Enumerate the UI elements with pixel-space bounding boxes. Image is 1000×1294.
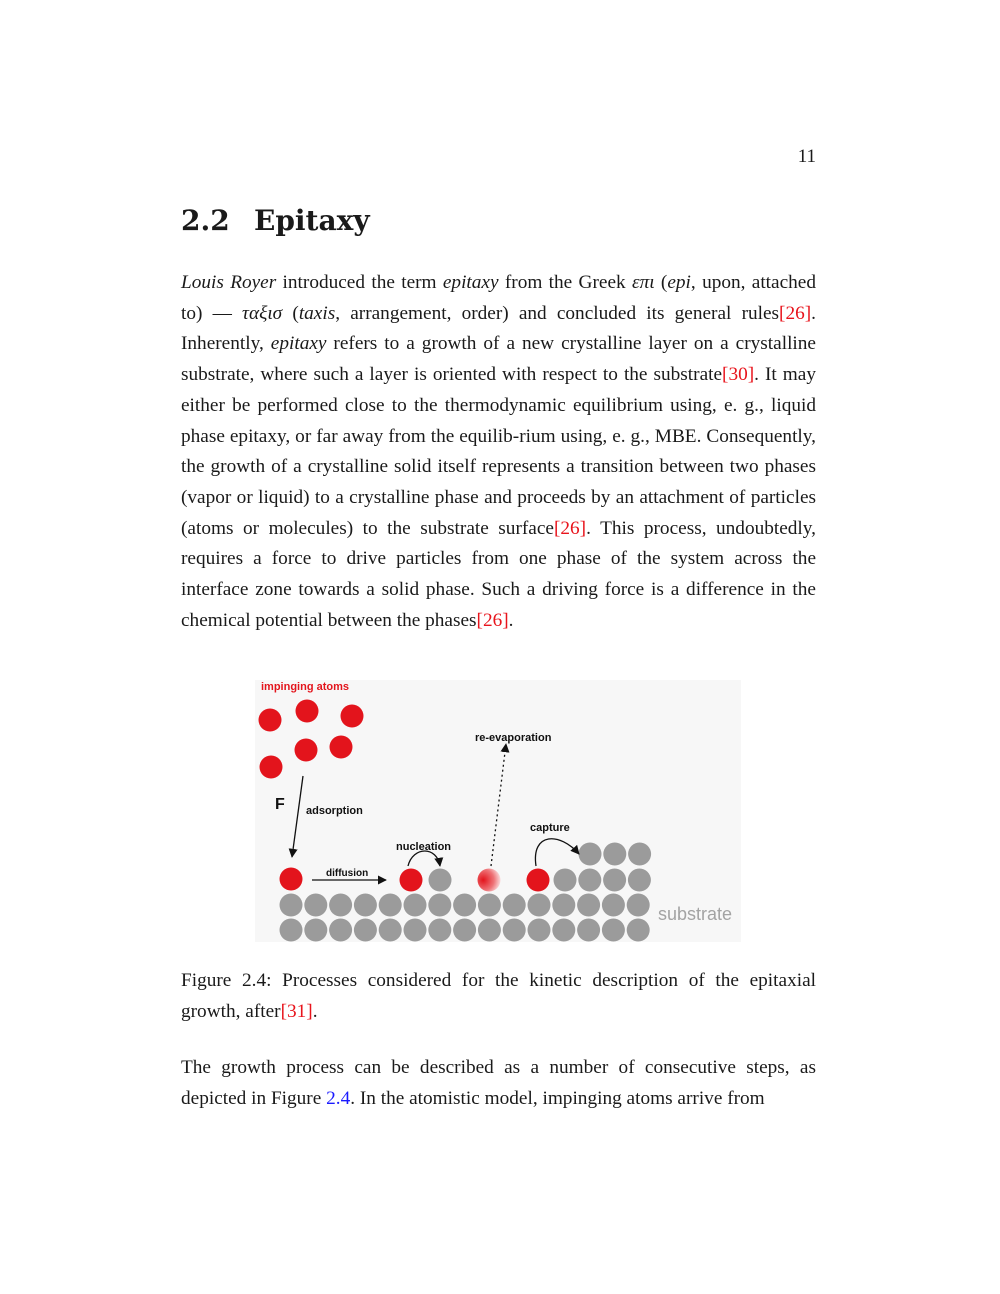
figure-reference-link[interactable]: 2.4 (326, 1087, 351, 1109)
substrate-atom (528, 894, 551, 917)
label-reevaporation: re-evaporation (475, 732, 552, 744)
label-capture: capture (530, 822, 570, 834)
substrate-atom (478, 919, 501, 942)
substrate-atom (577, 894, 600, 917)
citation-link[interactable]: [31] (280, 1000, 313, 1022)
page-number: 11 (797, 146, 816, 167)
island-atom (603, 869, 626, 892)
substrate-atom (379, 894, 402, 917)
substrate-atom (428, 894, 451, 917)
closing-paragraph: The growth process can be described as a number of consecutive steps, as depicted in Figure 2.4. In the atomistic model, impinging atoms arrive from (181, 1057, 816, 1109)
epitaxy-diagram (255, 680, 741, 942)
citation-link[interactable]: [26] (779, 302, 812, 324)
intro-paragraph: Louis Royer introduced the term epitaxy from the Greek επι (epi, upon, attached to) — ταξισ (taxis, arrangement, order) and concluded its general rules[26]. Inherently, epitaxy refers to a growth of a new crystalline layer on a crystalline substrate, where such a layer is oriented with respect to the substrate[30]. It may either be performed close to the thermodynamic equilibrium using, e. g., liquid phase epitaxy, or far away from the equilib-rium using, e. g., MBE. Consequently, the growth of a crystalline solid itself represents a transition between two phases (vapor or liquid) to a crystalline phase and proceeds by an attachment of particles (atoms or molecules) to the substrate surface[26]. This process, undoubtedly, requires a force to drive particles from one phase of the system across the interface zone towards a solid phase. Such a driving force is a difference in the chemical potential between the phases[26]. (181, 272, 816, 631)
greek-taxis: ταξισ (242, 302, 283, 324)
label-nucleation: nucleation (396, 841, 452, 853)
impinging-atom (260, 756, 283, 779)
substrate-atom (280, 919, 303, 942)
substrate-atom (602, 894, 625, 917)
label-substrate: substrate (658, 904, 733, 924)
epitaxy-figure (255, 680, 741, 942)
substrate-atom (577, 919, 600, 942)
citation-link[interactable]: [26] (553, 517, 587, 539)
substrate-atom (304, 919, 327, 942)
impinging-atom (330, 736, 353, 759)
nucleating-atom (400, 869, 423, 892)
evaporating-atom (478, 869, 501, 892)
substrate-atom (552, 919, 575, 942)
citation-link[interactable]: [30] (722, 364, 755, 386)
island-atom (628, 869, 651, 892)
substrate-atom (503, 919, 526, 942)
substrate-atom (478, 894, 501, 917)
impinging-atom (296, 700, 319, 723)
substrate-atom (552, 894, 575, 917)
impinging-atom (341, 705, 364, 728)
substrate-atom (627, 919, 650, 942)
substrate-atom (453, 919, 476, 942)
label-flux-F: F (275, 796, 285, 813)
section-title: Epitaxy (254, 204, 370, 237)
figure-caption: Figure 2.4: Processes considered for the kinetic description of the epitaxial growth, after[31]. (181, 970, 816, 1022)
captured-atom (527, 869, 550, 892)
island-atom (578, 869, 601, 892)
term-taxis: taxis (298, 302, 336, 324)
author-name: Louis Royer (181, 272, 277, 293)
impinging-atom (259, 709, 282, 732)
substrate-atom (602, 919, 625, 942)
substrate-atom (329, 894, 352, 917)
substrate-atom (354, 894, 377, 917)
island-atom (554, 869, 577, 892)
substrate-atom (329, 919, 352, 942)
substrate-atom (503, 894, 526, 917)
impinging-atom (295, 739, 318, 762)
substrate-atom (354, 919, 377, 942)
section-heading (181, 204, 370, 237)
substrate-atom (528, 919, 551, 942)
substrate-atom (404, 894, 427, 917)
label-adsorption: adsorption (306, 805, 363, 817)
substrate-atom (304, 894, 327, 917)
substrate-atom (404, 919, 427, 942)
term-epitaxy: epitaxy (442, 272, 499, 293)
substrate-atom (453, 894, 476, 917)
substrate-atom (627, 894, 650, 917)
section-number: 2.2 (181, 204, 230, 237)
nucleus-atom (429, 869, 452, 892)
island-atom (579, 843, 602, 866)
citation-link[interactable]: [26] (476, 609, 509, 631)
label-impinging-atoms: impinging atoms (261, 681, 349, 693)
substrate-atom (379, 919, 402, 942)
greek-epi: επι (631, 272, 655, 293)
adsorbed-atom (280, 868, 303, 891)
substrate-atom (428, 919, 451, 942)
term-epi: epi (667, 272, 691, 293)
label-diffusion: diffusion (326, 868, 369, 879)
term-epitaxy: epitaxy (270, 333, 327, 355)
island-atom (628, 843, 651, 866)
substrate-atom (280, 894, 303, 917)
island-atom (603, 843, 626, 866)
